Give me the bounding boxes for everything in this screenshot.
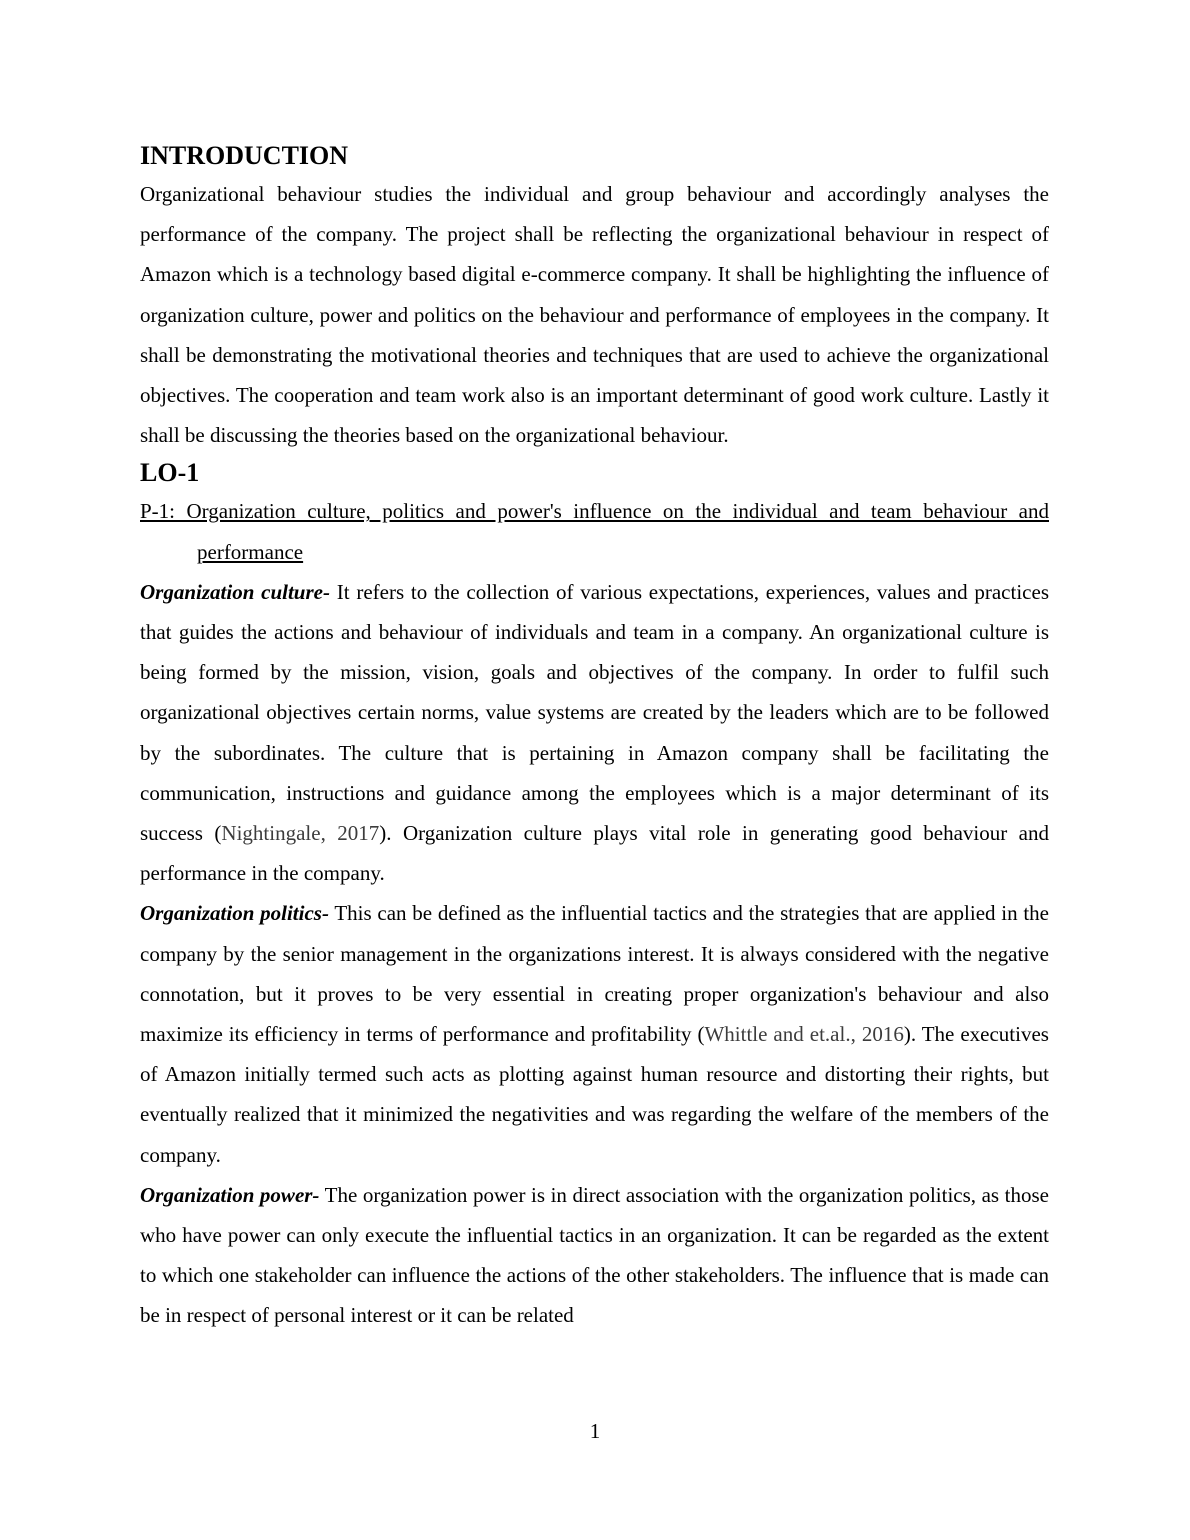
page-number: 1 (589, 1419, 601, 1443)
power-term: Organization power- (140, 1182, 320, 1207)
culture-paragraph (140, 572, 1049, 894)
task-p1-heading: P-1: Organization culture, politics and power's influence on the individual and team behaviour and performance (140, 499, 1049, 564)
introduction-heading: INTRODUCTION (140, 141, 349, 170)
document-page (140, 138, 1049, 1336)
culture-term: Organization culture- (140, 579, 330, 604)
politics-citation: Whittle and et.al., 2016 (704, 1022, 904, 1047)
power-paragraph (140, 1175, 1049, 1336)
power-text: The organization power is in direct association with the organization politics, as those who have power can only execute the influential tactics in an organization. It can be regarded as the extent to which one stakeholder can influence the actions of the other stakeholders. The influence that is made can be in respect of personal interest or it can be related (140, 1182, 1049, 1328)
politics-text-after: ). The executives of Amazon initially termed such acts as plotting against human resource and distorting their rights, but eventually realized that it minimized the negativities and was regarding the welfare of the members of the company. (140, 1022, 1049, 1167)
lo1-heading: LO-1 (140, 458, 200, 488)
culture-citation: Nightingale, 2017 (221, 821, 380, 846)
politics-text-before: This can be defined as the influential tactics and the strategies that are applied in the company by the senior management in the organizations interest. It is always considered with the negative connotation, but it proves to be very essential in creating proper organization's behaviour and also maximize its efficiency in terms of performance and profitability ( (140, 901, 1050, 1047)
politics-paragraph (140, 893, 1049, 1174)
politics-term: Organization politics- (140, 901, 329, 926)
culture-text-after: ). Organization culture plays vital role in generating good behaviour and performance in the company. (140, 821, 1049, 886)
culture-text-before: It refers to the collection of various expectations, experiences, values and practices that guides the actions and behaviour of individuals and team in a company. An organizational culture is being formed by the mission, vision, goals and objectives of the company. In order to fulfil such organizational objectives certain norms, value systems are created by the leaders which are to be followed by the subordinates. The culture that is pertaining in Amazon company shall be facilitating the communication, instructions and guidance among the employees which is a major determinant of its success ( (140, 579, 1049, 846)
introduction-paragraph: Organizational behaviour studies the individual and group behaviour and accordingly analyses the performance of the company. The project shall be reflecting the organizational behaviour in respect of Amazon which is a technology based digital e-commerce company. It shall be highlighting the influence of organization culture, power and politics on the behaviour and performance of employees in the company. It shall be demonstrating the motivational theories and techniques that are used to achieve the organizational objectives. The cooperation and team work also is an important determinant of good work culture. Lastly it shall be discussing the theories based on the organizational behaviour. (140, 182, 1049, 448)
